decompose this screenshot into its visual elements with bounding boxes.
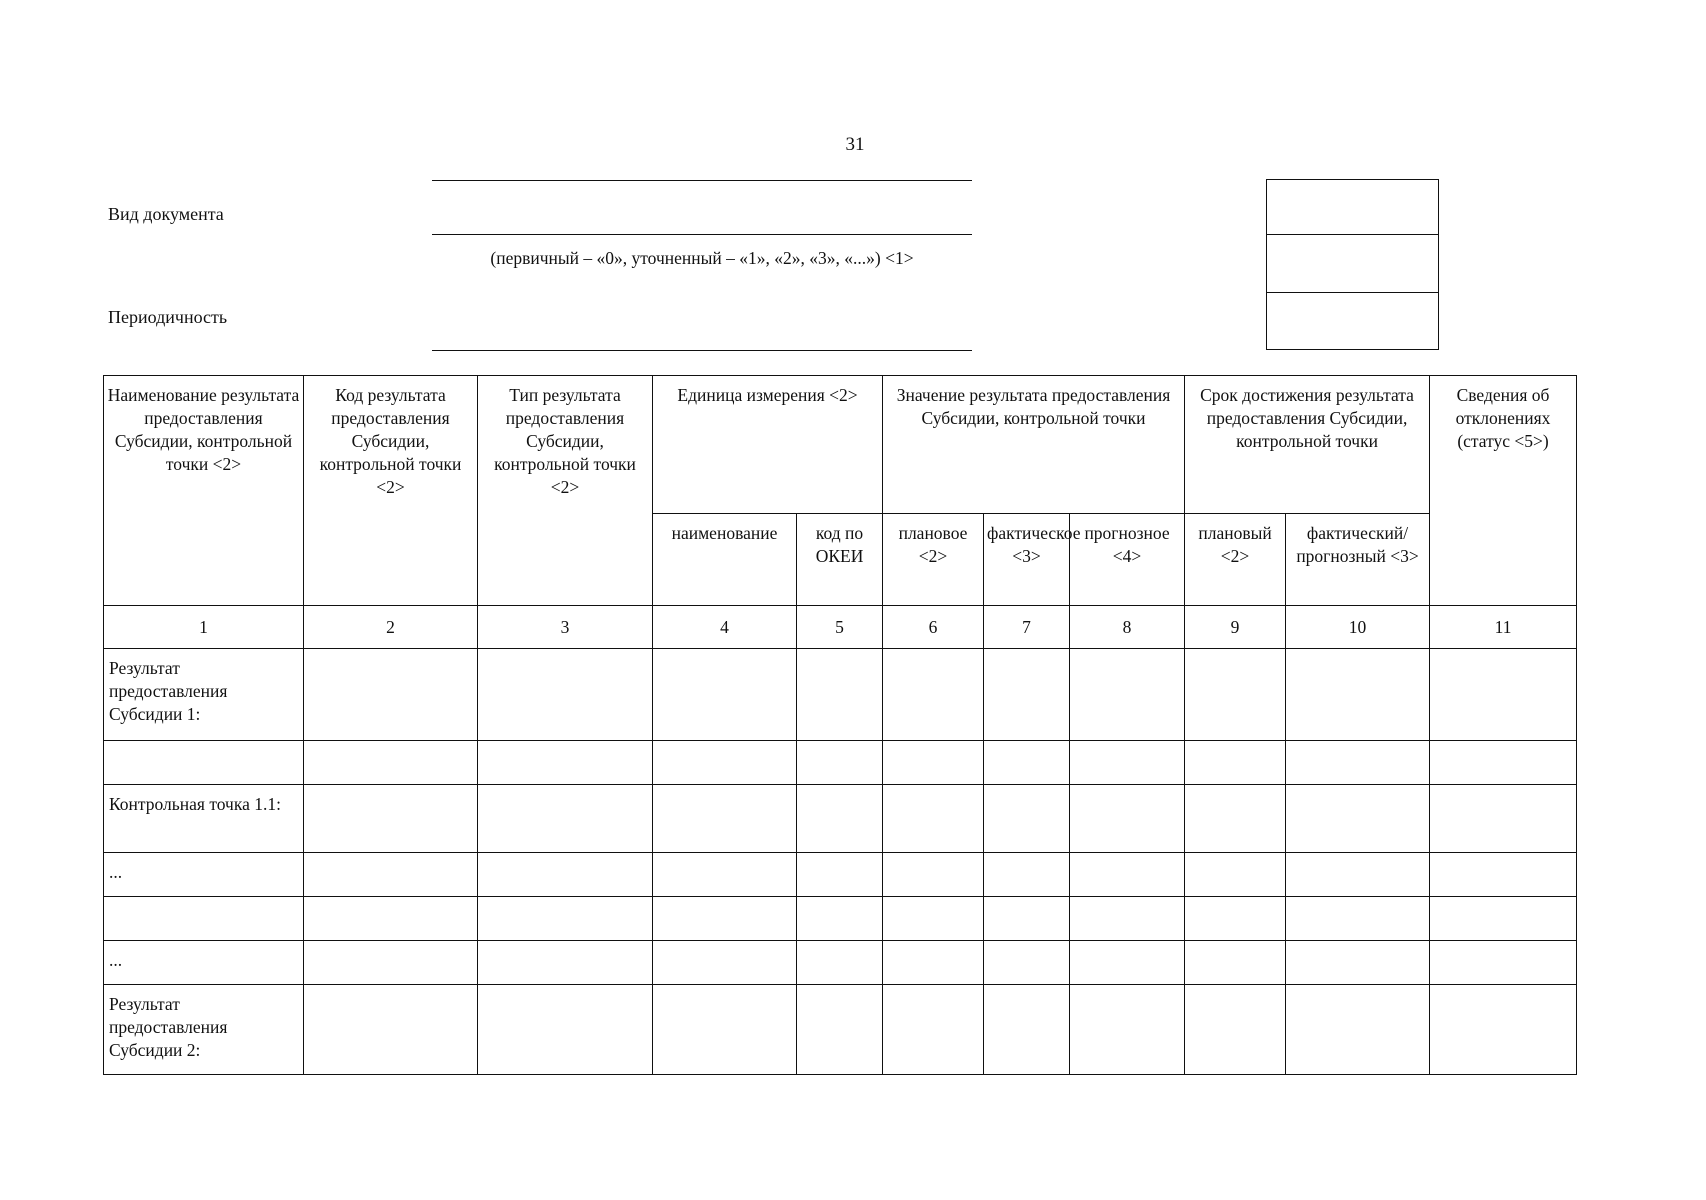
table-cell-empty[interactable] bbox=[478, 853, 653, 897]
table-cell-empty[interactable] bbox=[478, 785, 653, 853]
table-cell-empty[interactable] bbox=[1070, 985, 1185, 1075]
page-number: 31 bbox=[845, 134, 865, 155]
table-cell-empty[interactable] bbox=[304, 785, 478, 853]
row-label-cell: ... bbox=[104, 853, 304, 897]
table-cell-empty[interactable] bbox=[1430, 741, 1577, 785]
header-deadline-planned: плановый <2> bbox=[1185, 514, 1286, 606]
table-cell-empty[interactable] bbox=[1286, 785, 1430, 853]
column-number: 9 bbox=[1185, 606, 1286, 649]
table-cell-empty[interactable] bbox=[1286, 853, 1430, 897]
table-cell-empty[interactable] bbox=[1286, 649, 1430, 741]
table-cell-empty[interactable] bbox=[1070, 941, 1185, 985]
code-cell-doc-type[interactable] bbox=[1267, 180, 1438, 235]
table-cell-empty[interactable] bbox=[478, 941, 653, 985]
header-unit-okei: код по ОКЕИ bbox=[797, 514, 883, 606]
table-cell-empty[interactable] bbox=[797, 941, 883, 985]
table-cell-empty[interactable] bbox=[797, 853, 883, 897]
table-cell-empty[interactable] bbox=[984, 985, 1070, 1075]
column-number: 10 bbox=[1286, 606, 1430, 649]
table-cell-empty[interactable] bbox=[883, 853, 984, 897]
column-number: 3 bbox=[478, 606, 653, 649]
row-label-cell: ... bbox=[104, 941, 304, 985]
table-cell-empty[interactable] bbox=[1286, 941, 1430, 985]
table-cell-empty[interactable] bbox=[1430, 785, 1577, 853]
header-unit-name: наименование bbox=[653, 514, 797, 606]
header-value-actual: фактическое <3> bbox=[984, 514, 1070, 606]
column-number: 11 bbox=[1430, 606, 1577, 649]
table-cell-empty[interactable] bbox=[1185, 941, 1286, 985]
table-row bbox=[104, 897, 1577, 941]
header-result-code: Код результата предоставления Субсидии, контрольной точки <2> bbox=[304, 376, 478, 606]
table-cell-empty[interactable] bbox=[304, 897, 478, 941]
row-label-cell: Результат предоставления Субсидии 1: bbox=[104, 649, 304, 741]
table-cell-empty[interactable] bbox=[1286, 741, 1430, 785]
table-cell-empty[interactable] bbox=[478, 985, 653, 1075]
column-number: 1 bbox=[104, 606, 304, 649]
row-label-cell bbox=[104, 897, 304, 941]
table-cell-empty[interactable] bbox=[883, 897, 984, 941]
table-cell-empty[interactable] bbox=[478, 897, 653, 941]
header-deadline-group: Срок достижения результата предоставления Субсидии, контрольной точки bbox=[1185, 376, 1430, 514]
table-cell-empty[interactable] bbox=[797, 897, 883, 941]
table-cell-empty[interactable] bbox=[1070, 897, 1185, 941]
table-cell-empty[interactable] bbox=[653, 941, 797, 985]
column-number: 2 bbox=[304, 606, 478, 649]
table-cell-empty[interactable] bbox=[304, 941, 478, 985]
table-cell-empty[interactable] bbox=[1185, 649, 1286, 741]
row-label-cell bbox=[104, 741, 304, 785]
column-numbers-row bbox=[104, 606, 1577, 649]
table-cell-empty[interactable] bbox=[304, 853, 478, 897]
table-cell-empty[interactable] bbox=[653, 741, 797, 785]
table-cell-empty[interactable] bbox=[1185, 785, 1286, 853]
table-cell-empty[interactable] bbox=[883, 941, 984, 985]
table-row bbox=[104, 785, 1577, 853]
table-cell-empty[interactable] bbox=[797, 649, 883, 741]
report-table bbox=[103, 375, 1577, 1075]
table-row bbox=[104, 649, 1577, 741]
header-value-forecast: прогнозное <4> bbox=[1070, 514, 1185, 606]
header-value-group: Значение результата предоставления Субсидии, контрольной точки bbox=[883, 376, 1185, 514]
table-cell-empty[interactable] bbox=[984, 853, 1070, 897]
table-cell-empty[interactable] bbox=[653, 897, 797, 941]
column-number: 4 bbox=[653, 606, 797, 649]
row-label-cell: Контрольная точка 1.1: bbox=[104, 785, 304, 853]
table-cell-empty[interactable] bbox=[984, 741, 1070, 785]
table-cell-empty[interactable] bbox=[797, 785, 883, 853]
table-cell-empty[interactable] bbox=[304, 741, 478, 785]
table-row bbox=[104, 741, 1577, 785]
doc-type-label: Вид документа bbox=[108, 204, 224, 224]
header-result-name: Наименование результата предоставления Субсидии, контрольной точки <2> bbox=[104, 376, 304, 606]
table-cell-empty[interactable] bbox=[984, 649, 1070, 741]
table-cell-empty[interactable] bbox=[1185, 853, 1286, 897]
header-deadline-actual: фактический/ прогнозный <3> bbox=[1286, 514, 1430, 606]
periodicity-label: Периодичность bbox=[108, 307, 228, 327]
doc-type-field-line bbox=[432, 234, 972, 235]
column-number: 6 bbox=[883, 606, 984, 649]
table-cell-empty[interactable] bbox=[797, 985, 883, 1075]
table-cell-empty[interactable] bbox=[883, 785, 984, 853]
row-label-cell: Результат предоставления Субсидии 2: bbox=[104, 985, 304, 1075]
header-unit-group: Единица измерения <2> bbox=[653, 376, 883, 514]
table-cell-empty[interactable] bbox=[304, 649, 478, 741]
table-row bbox=[104, 853, 1577, 897]
table-cell-empty[interactable] bbox=[1430, 853, 1577, 897]
header-value-planned: плановое <2> bbox=[883, 514, 984, 606]
table-cell-empty[interactable] bbox=[1070, 853, 1185, 897]
table-cell-empty[interactable] bbox=[1070, 741, 1185, 785]
periodicity-field-line bbox=[432, 350, 972, 351]
table-cell-empty[interactable] bbox=[883, 985, 984, 1075]
table-cell-empty[interactable] bbox=[478, 649, 653, 741]
table-cell-empty[interactable] bbox=[1286, 897, 1430, 941]
table-cell-empty[interactable] bbox=[1430, 941, 1577, 985]
table-cell-empty[interactable] bbox=[653, 785, 797, 853]
table-cell-empty[interactable] bbox=[1430, 985, 1577, 1075]
column-number: 8 bbox=[1070, 606, 1185, 649]
table-cell-empty[interactable] bbox=[883, 741, 984, 785]
table-cell-empty[interactable] bbox=[653, 649, 797, 741]
table-cell-empty[interactable] bbox=[653, 853, 797, 897]
table-cell-empty[interactable] bbox=[984, 897, 1070, 941]
table-cell-empty[interactable] bbox=[797, 741, 883, 785]
table-cell-empty[interactable] bbox=[984, 941, 1070, 985]
table-cell-empty[interactable] bbox=[1185, 741, 1286, 785]
table-cell-empty[interactable] bbox=[1185, 985, 1286, 1075]
table-cell-empty[interactable] bbox=[1430, 649, 1577, 741]
table-cell-empty[interactable] bbox=[1070, 649, 1185, 741]
table-cell-empty[interactable] bbox=[883, 649, 984, 741]
table-cell-empty[interactable] bbox=[304, 985, 478, 1075]
doc-type-top-line bbox=[432, 180, 972, 181]
table-cell-empty[interactable] bbox=[653, 985, 797, 1075]
doc-type-note: (первичный – «0», уточненный – «1», «2», «3», «...») <1> bbox=[490, 248, 914, 268]
table-row bbox=[104, 985, 1577, 1075]
header-result-type: Тип результата предоставления Субсидии, контрольной точки <2> bbox=[478, 376, 653, 606]
table-cell-empty[interactable] bbox=[984, 785, 1070, 853]
table-cell-empty[interactable] bbox=[478, 741, 653, 785]
column-number: 5 bbox=[797, 606, 883, 649]
header-deviations: Сведения об отклонениях (статус <5>) bbox=[1430, 376, 1577, 606]
code-box bbox=[1266, 179, 1439, 350]
table-row bbox=[104, 941, 1577, 985]
table-cell-empty[interactable] bbox=[1070, 785, 1185, 853]
code-cell-periodicity[interactable] bbox=[1267, 292, 1438, 349]
code-cell-note[interactable] bbox=[1267, 234, 1438, 293]
table-cell-empty[interactable] bbox=[1185, 897, 1286, 941]
report-table-body bbox=[104, 649, 1577, 1075]
table-cell-empty[interactable] bbox=[1430, 897, 1577, 941]
column-number: 7 bbox=[984, 606, 1070, 649]
table-cell-empty[interactable] bbox=[1286, 985, 1430, 1075]
